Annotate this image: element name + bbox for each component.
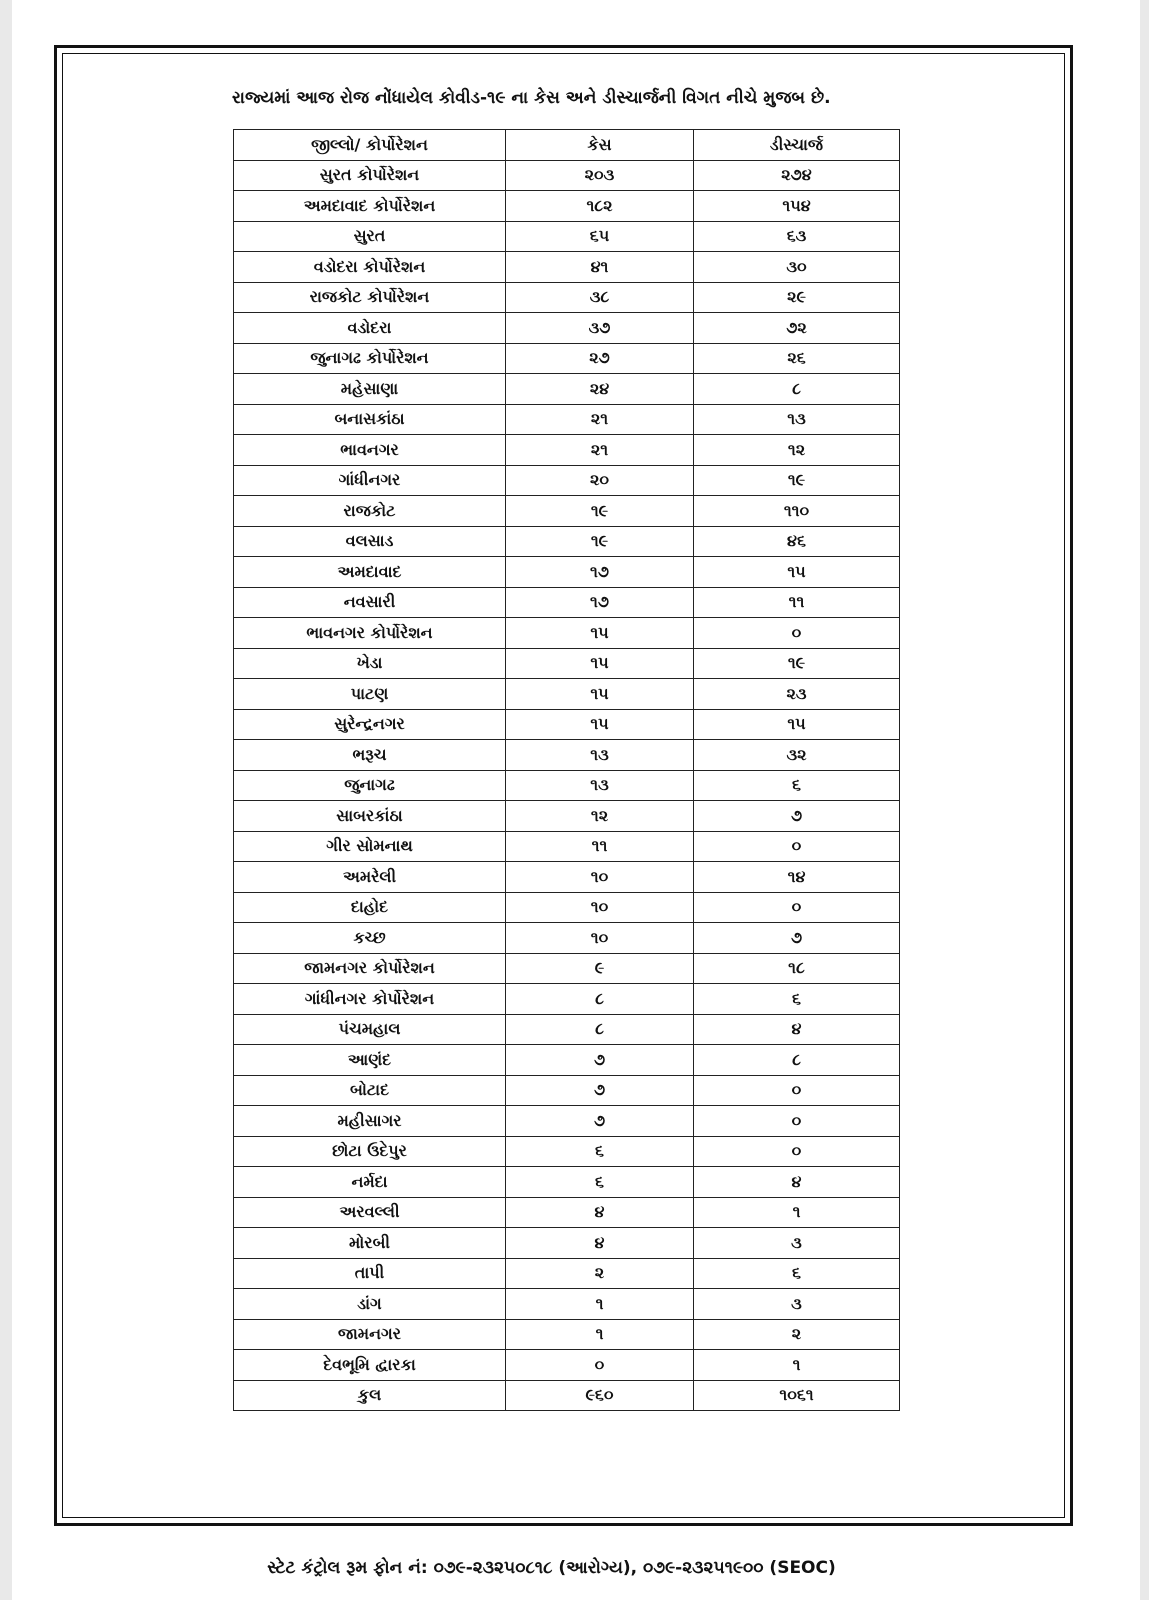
cases-cell: ૨૧ [506,404,694,435]
table-row [234,191,900,222]
district-cell: ખેડા [234,648,506,679]
cases-cell: ૨૦૩ [506,160,694,191]
cases-cell: ૯ [506,953,694,984]
table-row [234,374,900,405]
cases-cell: ૬ [506,1167,694,1198]
cases-cell: ૬ [506,1136,694,1167]
table-row [234,1258,900,1289]
district-cell: રાજકોટ [234,496,506,527]
table-row [234,1167,900,1198]
total-label: કુલ [234,1380,506,1411]
cases-cell: ૧૧ [506,831,694,862]
cases-cell: ૧૩ [506,770,694,801]
header-cases: કેસ [506,130,694,161]
discharge-cell: ૩૦ [694,252,900,283]
table-row [234,465,900,496]
district-cell: અરવલ્લી [234,1197,506,1228]
district-cell: સુરત [234,221,506,252]
table-row [234,892,900,923]
district-cell: જામનગર કોર્પોરેશન [234,953,506,984]
district-cell: વડોદરા [234,313,506,344]
discharge-cell: ૧૯ [694,648,900,679]
district-cell: અમદાવાદ [234,557,506,588]
cases-cell: ૧૩ [506,740,694,771]
table-row [234,1350,900,1381]
table-row [234,801,900,832]
cases-cell: ૨૭ [506,343,694,374]
table-row [234,862,900,893]
table-row [234,831,900,862]
table-row [234,587,900,618]
table-row [234,435,900,466]
district-cell: બોટાદ [234,1075,506,1106]
discharge-cell: ૦ [694,618,900,649]
district-cell: આણંદ [234,1045,506,1076]
table-row [234,160,900,191]
district-cell: ભરૂચ [234,740,506,771]
discharge-cell: ૧૧૦ [694,496,900,527]
discharge-cell: ૧૯ [694,465,900,496]
district-cell: ગાંધીનગર કોર્પોરેશન [234,984,506,1015]
district-cell: નવસારી [234,587,506,618]
cases-cell: ૩૮ [506,282,694,313]
table-row [234,1319,900,1350]
discharge-cell: ૨ [694,1319,900,1350]
cases-cell: ૪ [506,1228,694,1259]
discharge-cell: ૩૨ [694,740,900,771]
table-row [234,984,900,1015]
table-row [234,740,900,771]
discharge-cell: ૮ [694,374,900,405]
table-row [234,1289,900,1320]
cases-cell: ૪૧ [506,252,694,283]
discharge-cell: ૭ [694,801,900,832]
table-row [234,1228,900,1259]
discharge-cell: ૨૩ [694,679,900,710]
table-row [234,526,900,557]
discharge-cell: ૬ [694,770,900,801]
cases-cell: ૧૭ [506,557,694,588]
cases-cell: ૭ [506,1045,694,1076]
discharge-cell: ૦ [694,1136,900,1167]
cases-cell: ૧૮૨ [506,191,694,222]
table-row [234,1045,900,1076]
district-cell: અમરેલી [234,862,506,893]
cases-cell: ૨ [506,1258,694,1289]
district-cell: મહીસાગર [234,1106,506,1137]
cases-cell: ૭ [506,1106,694,1137]
cases-cell: ૧૭ [506,587,694,618]
table-row [234,709,900,740]
cases-cell: ૨૦ [506,465,694,496]
district-cell: ભાવનગર [234,435,506,466]
discharge-cell: ૧૧ [694,587,900,618]
cases-cell: ૧૫ [506,648,694,679]
district-cell: નર્મદા [234,1167,506,1198]
table-row [234,1197,900,1228]
table-row [234,404,900,435]
district-cell: સુરેન્દ્રનગર [234,709,506,740]
district-cell: વડોદરા કોર્પોરેશન [234,252,506,283]
discharge-cell: ૩ [694,1228,900,1259]
discharge-cell: ૧ [694,1350,900,1381]
discharge-cell: ૩ [694,1289,900,1320]
discharge-cell: ૨૯ [694,282,900,313]
table-total-row [234,1380,900,1411]
cases-cell: ૪ [506,1197,694,1228]
discharge-cell: ૬ [694,984,900,1015]
table-row [234,557,900,588]
cases-cell: ૬૫ [506,221,694,252]
district-cell: દેવભૂમિ દ્વારકા [234,1350,506,1381]
district-cell: પંચમહાલ [234,1014,506,1045]
cases-cell: ૮ [506,984,694,1015]
control-room-phone-footer: સ્ટેટ કંટ્રોલ રૂમ ફોન નં: ૦૭૯-૨૩૨૫૦૮૧૮ (આરોગ્ય), ૦૭૯-૨૩૨૫૧૯૦૦ (SEOC) [267,1558,836,1578]
discharge-cell: ૧૩ [694,404,900,435]
district-cell: વલસાડ [234,526,506,557]
header-discharge: ડીસ્ચાર્જ [694,130,900,161]
table-row [234,282,900,313]
discharge-cell: ૨૬ [694,343,900,374]
table-row [234,221,900,252]
table-row [234,648,900,679]
district-cell: ગીર સોમનાથ [234,831,506,862]
table-row [234,923,900,954]
cases-cell: ૧૫ [506,709,694,740]
district-cell: રાજકોટ કોર્પોરેશન [234,282,506,313]
table-row [234,618,900,649]
table-row [234,313,900,344]
cases-cell: ૧૦ [506,923,694,954]
district-cell: જુનાગઢ કોર્પોરેશન [234,343,506,374]
cases-cell: ૧૨ [506,801,694,832]
table-row [234,953,900,984]
cases-cell: ૧ [506,1319,694,1350]
discharge-cell: ૧૫ [694,557,900,588]
district-cell: તાપી [234,1258,506,1289]
discharge-cell: ૪ [694,1014,900,1045]
discharge-cell: ૮ [694,1045,900,1076]
document-page [12,0,1140,1600]
discharge-cell: ૬ [694,1258,900,1289]
cases-cell: ૮ [506,1014,694,1045]
district-cell: ડાંગ [234,1289,506,1320]
discharge-cell: ૦ [694,831,900,862]
discharge-cell: ૭૨ [694,313,900,344]
cases-cell: ૨૪ [506,374,694,405]
table-row [234,679,900,710]
discharge-cell: ૦ [694,1106,900,1137]
cases-cell: ૨૧ [506,435,694,466]
district-cell: સાબરકાંઠા [234,801,506,832]
cases-cell: ૧૯ [506,526,694,557]
total-cases: ૯૬૦ [506,1380,694,1411]
discharge-cell: ૨૭૪ [694,160,900,191]
table-row [234,496,900,527]
district-cell: દાહોદ [234,892,506,923]
district-cell: અમદાવાદ કોર્પોરેશન [234,191,506,222]
table-row [234,343,900,374]
table-row [234,1136,900,1167]
discharge-cell: ૧ [694,1197,900,1228]
discharge-cell: ૪૬ [694,526,900,557]
district-cell: ગાંધીનગર [234,465,506,496]
district-cell: જામનગર [234,1319,506,1350]
discharge-cell: ૭ [694,923,900,954]
district-cell: મહેસાણા [234,374,506,405]
discharge-cell: ૧૨ [694,435,900,466]
total-discharge: ૧૦૬૧ [694,1380,900,1411]
district-cell: બનાસકાંઠા [234,404,506,435]
table-row [234,252,900,283]
table-row [234,1014,900,1045]
discharge-cell: ૦ [694,1075,900,1106]
cases-cell: ૩૭ [506,313,694,344]
district-cell: ભાવનગર કોર્પોરેશન [234,618,506,649]
discharge-cell: ૧૫ [694,709,900,740]
discharge-cell: ૧૪ [694,862,900,893]
discharge-cell: ૧૫૪ [694,191,900,222]
header-district: જીલ્લો/ કોર્પોરેશન [234,130,506,161]
cases-cell: ૧૦ [506,862,694,893]
cases-cell: ૭ [506,1075,694,1106]
cases-cell: ૧૫ [506,618,694,649]
report-heading: રાજ્યમાં આજ રોજ નોંધાયેલ કોવીડ-૧૯ ના કેસ અને ડીસ્ચાર્જની વિગત નીચે મુજબ છે. [232,88,831,108]
table-row [234,770,900,801]
cases-cell: ૧૯ [506,496,694,527]
district-cell: મોરબી [234,1228,506,1259]
table-header-row [234,130,900,161]
district-cell: કચ્છ [234,923,506,954]
cases-cell: ૦ [506,1350,694,1381]
table-row [234,1106,900,1137]
district-cell: પાટણ [234,679,506,710]
discharge-cell: ૧૮ [694,953,900,984]
table-row [234,1075,900,1106]
cases-cell: ૧૦ [506,892,694,923]
district-cell: છોટા ઉદેપુર [234,1136,506,1167]
discharge-cell: ૦ [694,892,900,923]
district-cell: જુનાગઢ [234,770,506,801]
discharge-cell: ૪ [694,1167,900,1198]
discharge-cell: ૬૩ [694,221,900,252]
district-cell: સુરત કોર્પોરેશન [234,160,506,191]
cases-cell: ૧૫ [506,679,694,710]
cases-cell: ૧ [506,1289,694,1320]
covid-cases-table [233,129,900,1411]
